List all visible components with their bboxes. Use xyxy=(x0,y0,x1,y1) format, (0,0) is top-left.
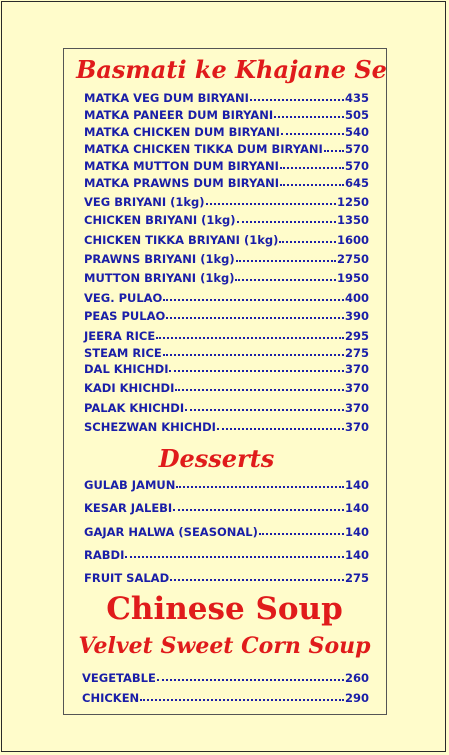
menu-item-price: 370 xyxy=(344,419,369,434)
dot-leader xyxy=(163,299,344,301)
dot-leader xyxy=(280,184,344,186)
menu-item-name: KADI KHICHDI xyxy=(84,380,175,395)
menu-item-name: PALAK KHICHDI xyxy=(84,400,185,415)
dot-leader xyxy=(175,389,344,391)
dot-leader xyxy=(274,116,344,118)
menu-item-price: 275 xyxy=(344,345,369,360)
dot-leader xyxy=(235,279,336,281)
dot-leader xyxy=(185,409,344,411)
menu-item xyxy=(84,306,369,322)
dot-leader xyxy=(237,221,336,223)
dot-leader xyxy=(125,556,344,558)
menu-item-name: VEG BRIYANI (1kg) xyxy=(84,194,205,209)
menu-item-price: 140 xyxy=(344,500,369,515)
menu-item xyxy=(84,210,369,226)
menu-item xyxy=(84,173,369,189)
menu-item-name: PEAS PULAO xyxy=(84,308,166,323)
menu-item xyxy=(84,249,369,265)
dot-leader xyxy=(169,370,344,372)
menu-item-price: 295 xyxy=(344,328,369,343)
menu-item xyxy=(84,88,369,104)
menu-item-name: GAJAR HALWA (SEASONAL) xyxy=(84,524,258,539)
menu-item xyxy=(84,378,369,394)
menu-item xyxy=(84,475,369,491)
chinese-soup-section-title: Chinese Soup xyxy=(106,591,343,627)
dot-leader xyxy=(206,203,336,205)
menu-item-price: 2750 xyxy=(336,251,369,266)
menu-item-name: MATKA PANEER DUM BIRYANI xyxy=(84,107,274,122)
menu-item-price: 540 xyxy=(344,124,369,139)
menu-item xyxy=(84,522,369,538)
menu-item-name: SCHEZWAN KHICHDI xyxy=(84,419,216,434)
dot-leader xyxy=(236,260,336,262)
dot-leader xyxy=(170,579,344,581)
menu-item xyxy=(84,288,369,304)
menu-item xyxy=(84,545,369,561)
menu-item-name: MUTTON BRIYANI (1kg) xyxy=(84,270,235,285)
menu-item-price: 370 xyxy=(344,380,369,395)
menu-item-price: 645 xyxy=(344,175,369,190)
menu-item-price: 290 xyxy=(344,690,369,705)
menu-item-name: CHICKEN TIKKA BRIYANI (1kg) xyxy=(84,232,279,247)
menu-item-name: CHICKEN BRIYANI (1kg) xyxy=(84,212,236,227)
biryani-section-title: Basmati ke Khajane Se xyxy=(76,55,387,84)
menu-item xyxy=(84,417,369,433)
menu-item-price: 275 xyxy=(344,570,369,585)
menu-item-price: 370 xyxy=(344,361,369,376)
menu-item xyxy=(84,343,369,359)
menu-item-price: 140 xyxy=(344,477,369,492)
menu-item-name: CHICKEN xyxy=(82,690,140,705)
menu-item-price: 435 xyxy=(344,90,369,105)
menu-item-price: 505 xyxy=(344,107,369,122)
menu-item-price: 390 xyxy=(344,308,369,323)
menu-item-price: 1950 xyxy=(336,270,369,285)
menu-item xyxy=(82,668,369,684)
menu-item-name: KESAR JALEBI xyxy=(84,500,173,515)
dot-leader xyxy=(163,354,344,356)
menu-item-price: 570 xyxy=(344,158,369,173)
dot-leader xyxy=(166,317,344,319)
menu-item-price: 370 xyxy=(344,400,369,415)
menu-item xyxy=(84,139,369,155)
menu-item xyxy=(84,268,369,284)
menu-item-price: 1600 xyxy=(336,232,369,247)
menu-item-name: PRAWNS BRIYANI (1kg) xyxy=(84,251,235,266)
menu-item-name: DAL KHICHDI xyxy=(84,361,169,376)
menu-item-name: FRUIT SALAD xyxy=(84,570,170,585)
dot-leader xyxy=(279,241,336,243)
menu-item-price: 260 xyxy=(344,670,369,685)
dot-leader xyxy=(324,150,344,152)
menu-item xyxy=(84,230,369,246)
menu-item-price: 140 xyxy=(344,524,369,539)
menu-item xyxy=(84,398,369,414)
menu-item-price: 1250 xyxy=(336,194,369,209)
menu-item-price: 140 xyxy=(344,547,369,562)
menu-item xyxy=(84,122,369,138)
menu-item xyxy=(84,326,369,342)
menu-item xyxy=(84,359,369,375)
menu-item-name: RABDI xyxy=(84,547,125,562)
dot-leader xyxy=(250,99,344,101)
dot-leader xyxy=(173,509,344,511)
dot-leader xyxy=(259,533,344,535)
menu-item xyxy=(84,156,369,172)
menu-item-name: GULAB JAMUN xyxy=(84,477,176,492)
dot-leader xyxy=(156,337,344,339)
dot-leader xyxy=(157,679,344,681)
menu-item-price: 1350 xyxy=(336,212,369,227)
menu-item-name: VEG. PULAO xyxy=(84,290,163,305)
menu-item-name: VEGETABLE xyxy=(82,670,156,685)
dot-leader xyxy=(140,699,344,701)
menu-item xyxy=(82,688,369,704)
menu-item-name: JEERA RICE xyxy=(84,328,156,343)
dot-leader xyxy=(176,486,344,488)
menu-item-price: 570 xyxy=(344,141,369,156)
menu-item-name: MATKA MUTTON DUM BIRYANI xyxy=(84,158,279,173)
menu-item-name: MATKA CHICKEN DUM BIRYANI xyxy=(84,124,280,139)
menu-item xyxy=(84,192,369,208)
dot-leader xyxy=(280,167,344,169)
menu-item xyxy=(84,498,369,514)
menu-item-name: MATKA CHICKEN TIKKA DUM BIRYANI xyxy=(84,141,323,156)
chinese-soup-subtitle: Velvet Sweet Corn Soup xyxy=(78,633,371,659)
dot-leader xyxy=(217,428,344,430)
menu-item-name: STEAM RICE xyxy=(84,345,162,360)
menu-item-price: 400 xyxy=(344,290,369,305)
menu-item-name: MATKA VEG DUM BIRYANI xyxy=(84,90,249,105)
menu-item-name: MATKA PRAWNS DUM BIRYANI xyxy=(84,175,280,190)
desserts-section-title: Desserts xyxy=(158,444,275,473)
dot-leader xyxy=(281,133,344,135)
menu-item xyxy=(84,568,369,584)
menu-item xyxy=(84,105,369,121)
